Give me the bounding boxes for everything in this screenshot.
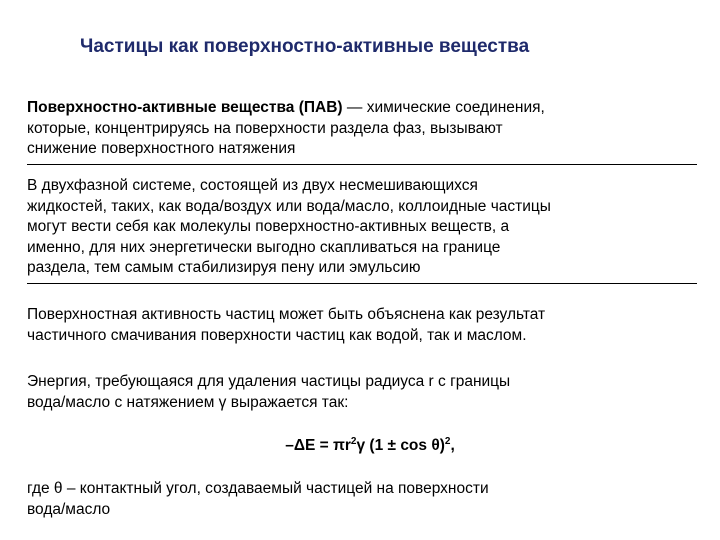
paragraph-line: могут вести себя как молекулы поверхностно-активных веществ, а	[27, 218, 510, 235]
equation-superscript-1: 2	[350, 435, 357, 447]
equation-part-3: ,	[450, 437, 455, 454]
paragraph-line: Энергия, требующаяся для удаления частицы радиуса r с границы	[27, 373, 511, 390]
paragraph-line: В двухфазной системе, состоящей из двух несмешивающихся	[27, 177, 478, 194]
paragraph-line: жидкостей, таких, как вода/воздух или вода/масло, коллоидные частицы	[27, 197, 551, 215]
two-phase-paragraph	[27, 176, 697, 284]
definition-line-1-rest: — химические соединения,	[342, 99, 545, 116]
paragraph-line: вода/масло с натяжением γ выражается так:	[27, 393, 349, 411]
equation-part-2: γ (1 ± cos θ)	[356, 437, 445, 454]
definition-term: Поверхностно-активные вещества (ПАВ)	[27, 99, 343, 116]
energy-equation	[0, 437, 720, 455]
paragraph-line: вода/масло	[27, 500, 111, 518]
paragraph-line: раздела, тем самым стабилизируя пену или эмульсию	[27, 258, 697, 284]
equation-part-1: –ΔE = πr	[285, 437, 351, 454]
contact-angle-paragraph	[27, 479, 697, 520]
definition-line-2: которые, концентрируясь на поверхности раздела фаз, вызывают	[27, 119, 503, 137]
energy-paragraph	[27, 372, 697, 413]
paragraph-line: именно, для них энергетически выгодно скапливаться на границе	[27, 238, 501, 256]
surface-activity-paragraph	[27, 305, 697, 346]
equation-superscript-2: 2	[444, 435, 451, 447]
paragraph-line: Поверхностная активность частиц может быть объяснена как результат	[27, 306, 546, 323]
slide-title: Частицы как поверхностно-активные вещества	[80, 36, 530, 57]
definition-line-1	[27, 98, 697, 119]
definition-paragraph	[27, 98, 697, 165]
paragraph-line: частичного смачивания поверхности частиц как водой, так и маслом.	[27, 326, 527, 344]
definition-line-3: снижение поверхностного натяжения	[27, 139, 697, 165]
paragraph-line: где θ – контактный угол, создаваемый частицей на поверхности	[27, 480, 489, 497]
